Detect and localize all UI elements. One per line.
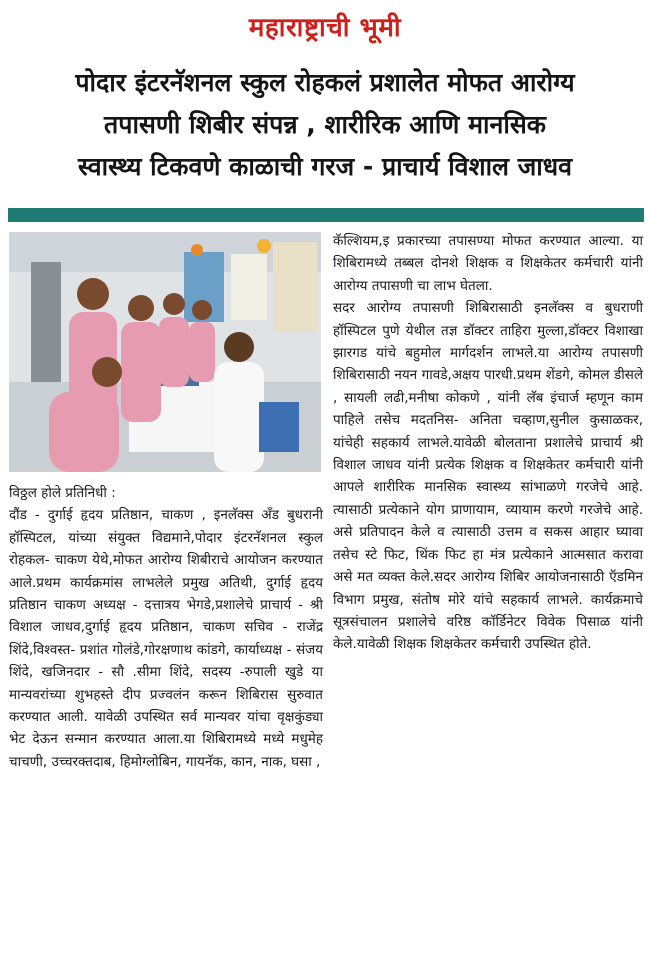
masthead-title: महाराष्ट्राची भूमी xyxy=(248,13,402,43)
health-camp-photo xyxy=(9,232,321,472)
headline-line-2: तपासणी शिबीर संपन्न , शारीरिक आणि मानसिक xyxy=(104,110,546,139)
left-column xyxy=(9,482,323,773)
photo-illustration xyxy=(9,232,321,472)
headline-line-3: स्वास्थ्य टिकवणे काळाची गरज - प्राचार्य विशाल जाधव xyxy=(77,152,573,181)
article-body-left: दौंड - दुर्गाई हृदय प्रतिष्ठान, चाकण , इनलॅक्स अँड बुधरानी हॉस्पिटल, यांच्या संयुक्त विद्यमाने,पोदार इंटरनॅशनल स्कुल रोहकल- चाकण येथे,मोफत आरोग्य शिबीराचे आयोजन करण्यात आले.प्रथम कार्यक्रमांस लाभलेले प्रमुख अतिथी, दुर्गाई हृदय प्रतिष्ठान चाकण अध्यक्ष - दत्तात्रय भेगडे,प्रशालेचे प्राचार्य - श्री विशाल जाधव,दुर्गाई हृदय प्रतिष्ठान, चाकण सचिव - राजेंद्र शिंदे,विश्वस्त- प्रशांत गोलंडे,गोरक्षणाथ कांडगे, कार्याध्यक्ष - संजय शिंदे, खजिनदार - सौ .सीमा शिंदे, सदस्य -रुपाली खुडे या मान्यवरांच्या शुभहस्ते दीप प्रज्वलंन करून शिबिरास सुरुवात करण्यात आली. यावेळी उपस्थित सर्व मान्यवर यांचा वृक्षकुंड्या भेट देऊन सन्मान करण्यात आला.या शिबिरामध्ये मध्ये मधुमेह चाचणी, उच्चरक्तदाब, हिमोग्लोबिन, गायनॅक, कान, नाक, घसा , xyxy=(9,507,323,770)
article-paragraph-1: कॅल्शियम,इ प्रकारच्या तपासण्या मोफत करण्यात आल्या. या शिबिरामध्ये तब्बल दोनशे शिक्षक व शिक्षकेतर कर्मचारी यांनी आरोग्य तपासणी चा लाभ घेतला. xyxy=(333,233,643,294)
article-byline: विठ्ठल होले प्रतिनिधी : xyxy=(9,485,116,501)
article-paragraph-2: सदर आरोग्य तपासणी शिबिरासाठी इनलॅक्स व बुधराणी हॉस्पिटल पुणे येथील तज्ञ डॉक्टर ताहिरा मुल्ला,डॉक्टर विशाखा झारगड यांचे बहुमोल मार्गदर्शन लाभले.या आरोग्य तपासणी शिबिरासाठी नयन गावडे,अक्षय पारधी.प्रथम शेंडगे, कोमल डीसले , सायली लढी,मनीषा कोकणे , यांनी लॅब इंचार्ज म्हणून काम पाहिले तसेच मदतनिस- अनिता चव्हाण,सुनील कुसाळकर, यांचेही सहकार्य लाभले.यावेळी बोलताना प्रशालेचे प्राचार्य श्री विशाल जाधव यांनी प्रत्येक शिक्षक व शिक्षकेतर कर्मचारी यांनी आपले शारीरिक मानसिक स्वास्थ्य सांभाळणे गरजेचे आहे. त्यासाठी प्रत्येकाने योग प्राणायाम, व्यायाम करणे गरजेचे आहे. असे प्रतिपादन केले व त्यासाठी उत्तम व सकस आहार घ्यावा तसेच स्टे फिट, थिंक फिट हा मंत्र प्रत्येकाने आत्मसात करावा असे मत व्यक्त केले.सदर आरोग्य शिबिर आयोजनासाठी ऍडमिन विभाग प्रमुख, संतोष मोरे यांचे सहकार्य लाभले. कार्यक्रमाचे सूत्रसंचालन प्रशालेचे वरिष्ठ कॉर्डिनेटर विवेक पिसाळ यांनी केले.यावेळी शिक्षक शिक्षकेतर कर्मचारी उपस्थित होते. xyxy=(333,300,643,653)
right-column xyxy=(333,230,643,656)
headline-line-1: पोदार इंटरनॅशनल स्कुल रोहकलं प्रशालेत मोफत आरोग्य xyxy=(75,68,575,97)
section-divider xyxy=(8,208,644,222)
article-headline xyxy=(8,62,642,188)
